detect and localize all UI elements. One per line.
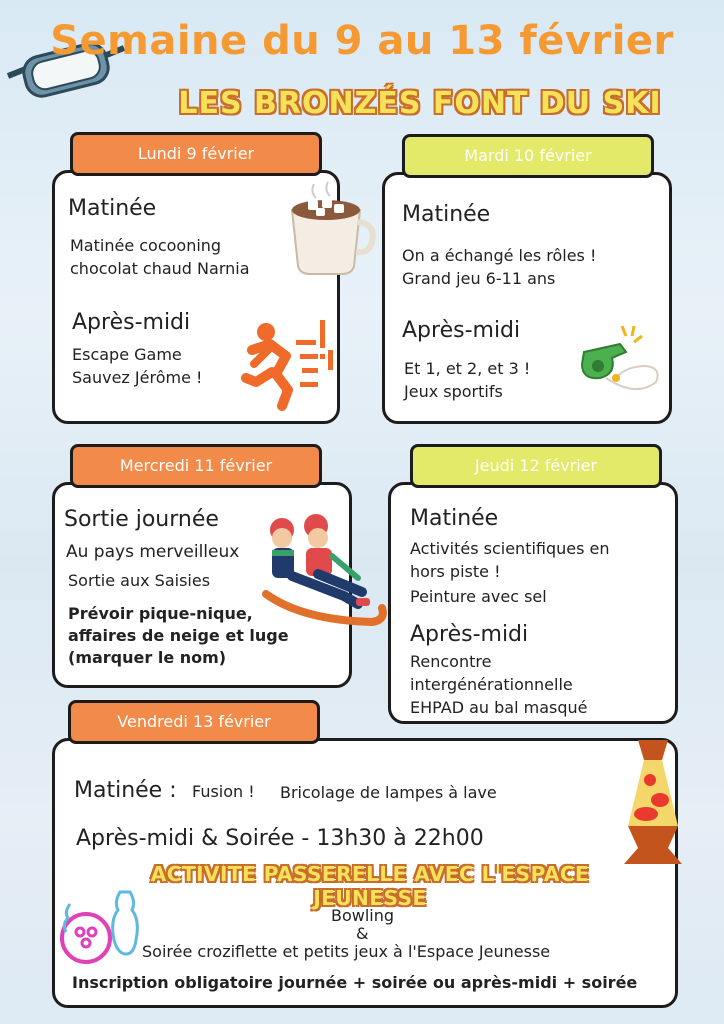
lundi-morning-line1: Matinée cocooning	[70, 236, 222, 255]
mercredi-note2: affaires de neige et luge	[68, 626, 289, 645]
jeudi-afternoon-heading: Après-midi	[410, 622, 529, 647]
mercredi-note3: (marquer le nom)	[68, 648, 227, 667]
tab-jeudi: Jeudi 12 février	[410, 444, 662, 488]
vendredi-morning-heading: Matinée :	[74, 778, 177, 803]
lundi-afternoon-heading: Après-midi	[72, 310, 191, 335]
jeudi-morning-line1: Activités scientifiques en	[410, 539, 610, 558]
sled-kids-icon	[262, 510, 388, 636]
mardi-afternoon-line1: Et 1, et 2, et 3 !	[404, 359, 531, 378]
page-subtitle: LES BRONZÉS FONT DU SKI	[178, 86, 662, 121]
lundi-morning-line2: chocolat chaud Narnia	[70, 259, 250, 278]
mardi-afternoon-line2: Jeux sportifs	[404, 382, 503, 401]
jeudi-afternoon-line2: intergénérationnelle	[410, 675, 573, 694]
tab-vendredi: Vendredi 13 février	[68, 700, 320, 744]
vendredi-registration: Inscription obligatoire journée + soirée ou après-midi + soirée	[72, 973, 638, 992]
tab-mardi: Mardi 10 février	[402, 134, 654, 178]
vendredi-amp: &	[356, 924, 369, 943]
mercredi-note1: Prévoir pique-nique,	[68, 604, 253, 623]
vendredi-activity2: Soirée croziflette et petits jeux à l'Espace Jeunesse	[142, 942, 551, 961]
tab-mercredi: Mercredi 11 février	[70, 444, 322, 488]
running-man-icon	[242, 316, 338, 412]
jeudi-afternoon-line3: EHPAD au bal masqué	[410, 698, 588, 717]
jeudi-morning-line2: hors piste !	[410, 562, 501, 581]
mardi-morning-line2: Grand jeu 6-11 ans	[402, 269, 556, 288]
mercredi-line1: Au pays merveilleux	[66, 542, 240, 562]
page-title: Semaine du 9 au 13 février	[50, 18, 674, 64]
lundi-morning-heading: Matinée	[68, 196, 157, 221]
tab-lundi: Lundi 9 février	[70, 132, 322, 176]
mercredi-heading: Sortie journée	[64, 507, 219, 532]
vendredi-band: ACTIVITE PASSERELLE AVEC L'ESPACE JEUNESSE	[150, 862, 590, 910]
vendredi-evening-heading: Après-midi & Soirée - 13h30 à 22h00	[76, 826, 484, 851]
vendredi-morning-text1: Fusion !	[192, 782, 255, 801]
lundi-afternoon-line2: Sauvez Jérôme !	[72, 368, 203, 387]
jeudi-morning-line3: Peinture avec sel	[410, 587, 547, 606]
vendredi-activity1: Bowling	[331, 906, 395, 925]
vendredi-morning-text2: Bricolage de lampes à lave	[280, 783, 497, 802]
bowling-icon	[56, 886, 140, 970]
whistle-icon	[576, 322, 662, 398]
hot-chocolate-icon	[286, 182, 376, 277]
mardi-morning-heading: Matinée	[402, 202, 491, 227]
mardi-morning-line1: On a échangé les rôles !	[402, 246, 597, 265]
mercredi-line2: Sortie aux Saisies	[68, 571, 211, 590]
lundi-afternoon-line1: Escape Game	[72, 345, 182, 364]
lava-lamp-icon	[620, 738, 686, 866]
mardi-afternoon-heading: Après-midi	[402, 318, 521, 343]
jeudi-afternoon-line1: Rencontre	[410, 652, 492, 671]
jeudi-morning-heading: Matinée	[410, 506, 499, 531]
